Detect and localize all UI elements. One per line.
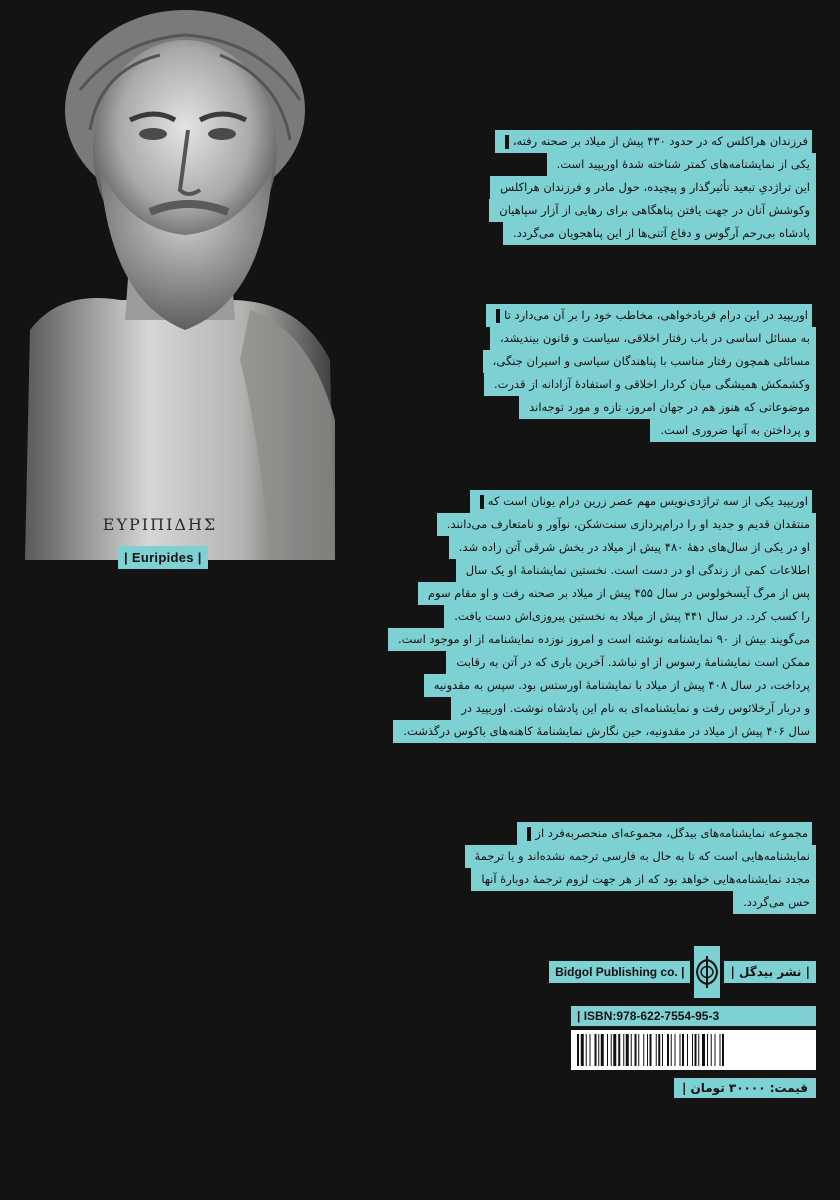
book-logo-icon	[694, 946, 720, 998]
back-cover-footer	[555, 944, 816, 1098]
text-line: اطلاعات کمی از زندگی او در دست است. نخستین نمایشنامهٔ او یک سال	[456, 559, 816, 582]
text-line: پرداخت، در سال ۴۰۸ پیش از میلاد با نمایشنامهٔ اورستس بود. سپس به مقدونیه	[424, 674, 816, 697]
barcode-bar	[658, 1034, 660, 1066]
isbn-label: | ISBN:978-622-7554-95-3	[571, 1006, 816, 1026]
caption-bar-right: |	[193, 550, 202, 565]
text-line: اوریپید در این درام فریادخواهی، مخاطب خود را بر آن می‌دارد تا	[486, 304, 816, 327]
barcode-bar	[692, 1034, 693, 1066]
barcode-bar	[662, 1034, 663, 1066]
barcode-bar	[698, 1034, 699, 1066]
barcode-icon	[571, 1030, 816, 1070]
text-line: وکشمکش همیشگی میان کردار اخلاقی و استفادهٔ آزادانه از قدرت.	[484, 373, 816, 396]
portrait-caption	[118, 546, 208, 569]
text-line: پس از مرگ آیسخولوس در سال ۴۵۵ پیش از میلاد بر صحنه رفت و او مقام سوم	[418, 582, 816, 605]
text-line: اوریپید یکی از سه تراژدی‌نویس مهم عصر زرین درام یونان است که	[470, 490, 816, 513]
text-line: نمایشنامه‌هایی است که تا به حال به فارسی ترجمه نشده‌اند و یا ترجمهٔ	[465, 845, 816, 868]
text-line: و پرداختن به آنها ضروری است.	[650, 419, 816, 442]
barcode-bar	[643, 1034, 644, 1066]
isbn-text: ISBN:978-622-7554-95-3	[583, 1009, 720, 1023]
barcode-bar	[722, 1034, 724, 1066]
barcode-bar	[671, 1034, 672, 1066]
text-line: پادشاه بی‌رحم آرگوس و دفاع آتنی‌ها از این پناهجویان می‌گردد.	[503, 222, 816, 245]
barcode-bar	[581, 1034, 584, 1066]
paragraph-series	[465, 822, 816, 914]
barcode-bar	[707, 1034, 708, 1066]
barcode-bar	[650, 1034, 652, 1066]
barcode-bar	[623, 1034, 624, 1066]
caption-text: Euripides	[131, 550, 194, 565]
publisher-row	[555, 944, 816, 1000]
text-line: مجموعه نمایشنامه‌های بیدگل، مجموعه‌ای منحصربه‌فرد از	[517, 822, 816, 845]
barcode-bar	[711, 1034, 712, 1066]
euripides-bust-image	[0, 0, 345, 560]
barcode-bar	[702, 1034, 705, 1066]
text-line: سال ۴۰۶ پیش از میلاد در مقدونیه، حین نگارش نمایشنامهٔ کاهنه‌های باکوس درگذشت.	[393, 720, 816, 743]
barcode-bar	[601, 1034, 604, 1066]
text-line: حس می‌گردد.	[733, 891, 816, 914]
barcode-bar	[607, 1034, 608, 1066]
text-line: مجدد نمایشنامه‌هایی خواهد بود که از هر جهت لزوم ترجمهٔ دوبارهٔ آنها	[471, 868, 816, 891]
publisher-name-fa-text: نشر بیدگل	[739, 965, 802, 979]
text-line: به مسائل اساسی در باب رفتار اخلاقی، سیاست و قانون بیندیشد،	[490, 327, 816, 350]
text-line: ممکن است نمایشنامهٔ رسوس از او نباشد. آخرین باری که در آتن به رقابت	[446, 651, 816, 674]
paragraph-themes	[483, 304, 816, 442]
text-line: می‌گویند بیش از ۹۰ نمایشنامه نوشته است و امروز نوزده نمایشنامه از او موجود است.	[388, 628, 816, 651]
barcode-bar	[590, 1034, 591, 1066]
barcode-bar	[682, 1034, 684, 1066]
barcode-bar	[611, 1034, 612, 1066]
text-line: یکی از نمایشنامه‌های کمتر شناخته شدهٔ اوریپید است.	[547, 153, 816, 176]
publisher-name-en-text: Bidgol Publishing co.	[555, 965, 678, 979]
barcode-bar	[586, 1034, 587, 1066]
barcode-bar	[680, 1034, 681, 1066]
barcode-bar	[720, 1034, 721, 1066]
barcode-bar	[695, 1034, 697, 1066]
paragraph-biography	[388, 490, 816, 743]
barcode-bar	[613, 1034, 616, 1066]
publisher-name-en: Bidgol Publishing co. |	[549, 961, 690, 983]
barcode-bar	[598, 1034, 599, 1066]
barcode-bar	[631, 1034, 632, 1066]
price-label: قیمت: ۳۰۰۰۰ تومان |	[674, 1078, 816, 1098]
caption-bar-left: |	[124, 550, 132, 565]
barcode-bar	[577, 1034, 579, 1066]
barcode-bar	[667, 1034, 669, 1066]
barcode-bar	[595, 1034, 597, 1066]
paragraph-synopsis	[489, 130, 816, 245]
barcode-bar	[647, 1034, 648, 1066]
text-line: او در یکی از سال‌های دههٔ ۴۸۰ پیش از میلاد در بخش شرقی آتن زاده شد.	[449, 536, 816, 559]
text-line: این تراژدیِ تبعید تأثیرگذار و پیچیده، حول مادر و فرزندان هراکلس	[490, 176, 816, 199]
text-line: مسائلی همچون رفتار مناسب با پناهندگان سیاسی و اسیران جنگی،	[483, 350, 816, 373]
barcode-bar	[687, 1034, 688, 1066]
text-line: را کسب کرد. در سال ۴۴۱ پیش از میلاد به نخستین پیروزی‌اش دست یافت.	[444, 605, 816, 628]
bust-inscription: ΕΥΡΙΠΙΔΗΣ	[102, 515, 218, 534]
barcode-bar	[626, 1034, 629, 1066]
barcode-bar	[675, 1034, 676, 1066]
text-line: و دربار آرخلائوس رفت و نمایشنامه‌ای به نام این پادشاه نوشت. اوریپید در	[451, 697, 816, 720]
barcode-bar	[715, 1034, 716, 1066]
text-line: منتقدان قدیم و جدید او را درام‌پردازی سنت‌شکن، نوآور و نامتعارف می‌دانند.	[437, 513, 816, 536]
text-line: موضوعاتی که هنوز هم در جهان امروز، تازه و مورد توجه‌اند	[519, 396, 816, 419]
text-line: فرزندان هراکلس که در حدود ۴۳۰ پیش از میلاد بر صحنه رفته،	[495, 130, 816, 153]
barcode-bar	[638, 1034, 639, 1066]
barcode-bar	[618, 1034, 620, 1066]
publisher-name-fa: | نشر بیدگل |	[724, 961, 816, 983]
barcode-bar	[635, 1034, 637, 1066]
text-line: وکوشش آنان در جهت یافتن پناهگاهی برای رهایی از آزار سپاهیان	[489, 199, 816, 222]
price-text: قیمت: ۳۰۰۰۰ تومان	[690, 1081, 808, 1095]
barcode-bar	[656, 1034, 657, 1066]
